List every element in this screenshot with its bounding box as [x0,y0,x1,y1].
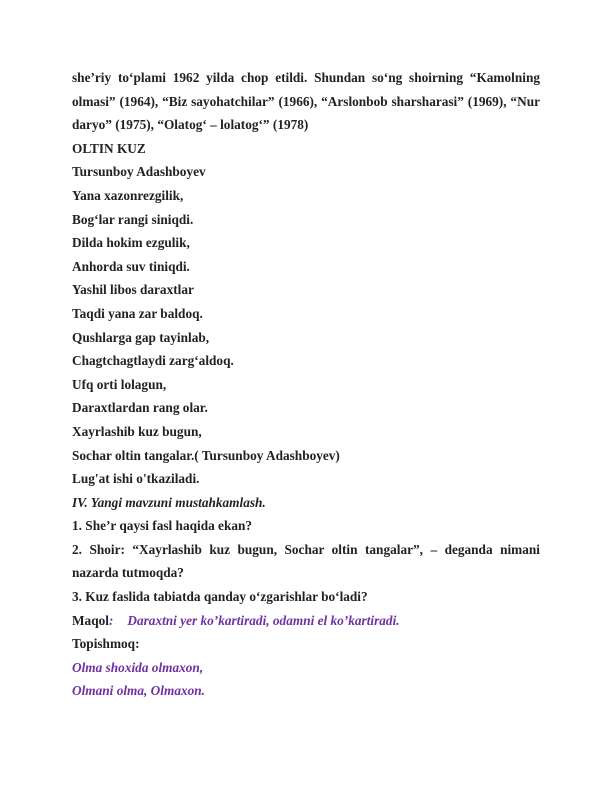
section-heading: IV. Yangi mavzuni mustahkamlash. [72,494,266,510]
proverb [72,609,540,633]
intro-paragraph: she’riy to‘plami 1962 yilda chop etildi. Shundan so‘ng shoirning “Kamolning olmasi” (1964), “Biz sayohatchilar” (1966), “Arslonbob sharsharasi” (1969), “Nur daryo” (1975), “Olatog‘ – lolatog‘” (1978) [72,70,540,133]
questions-list [72,514,540,608]
question-item: 2. Shoir: “Xayrlashib kuz bugun, Sochar oltin tangalar”, – deganda nimani nazarda tutmoqda? [72,541,540,581]
poem-line: Yana xazonrezgilik, [72,187,184,203]
poem-line: Chagtchagtlaydi zarg‘aldoq. [72,353,234,369]
riddle-line: Olmani olma, Olmaxon. [72,683,205,699]
poem-line: Xayrlashib kuz bugun, [72,423,202,439]
poem-line: Bog‘lar rangi siniqdi. [72,211,194,227]
vocab-note: Lug'at ishi o'tkaziladi. [72,471,200,487]
poem-line: Anhorda suv tiniqdi. [72,258,190,274]
proverb-colon: : [108,612,114,628]
proverb-label: Maqol [72,612,109,628]
riddle-label: Topishmoq: [72,636,140,652]
poem-line: Yashil libos daraxtlar [72,282,194,298]
question-item: 3. Kuz faslida tabiatda qanday o‘zgarishlar bo‘ladi? [72,589,368,605]
poem-title: OLTIN KUZ [72,140,146,156]
poem-body [72,184,540,467]
poem-line: Ufq orti lolagun, [72,376,167,392]
poem-author: Tursunboy Adashboyev [72,164,206,180]
poem-line: Qushlarga gap tayinlab, [72,329,210,345]
proverb-text: Daraxtni yer ko’kartiradi, odamni el ko’kartiradi. [127,612,400,628]
poem-line: Dilda hokim ezgulik, [72,235,190,251]
document-page [72,66,540,703]
poem-line: Daraxtlardan rang olar. [72,400,208,416]
riddle-line: Olma shoxida olmaxon, [72,659,204,675]
poem-line: Sochar oltin tangalar.( Tursunboy Adashboyev) [72,447,340,463]
poem-line: Taqdi yana zar baldoq. [72,305,203,321]
question-item: 1. She’r qaysi fasl haqida ekan? [72,518,253,534]
